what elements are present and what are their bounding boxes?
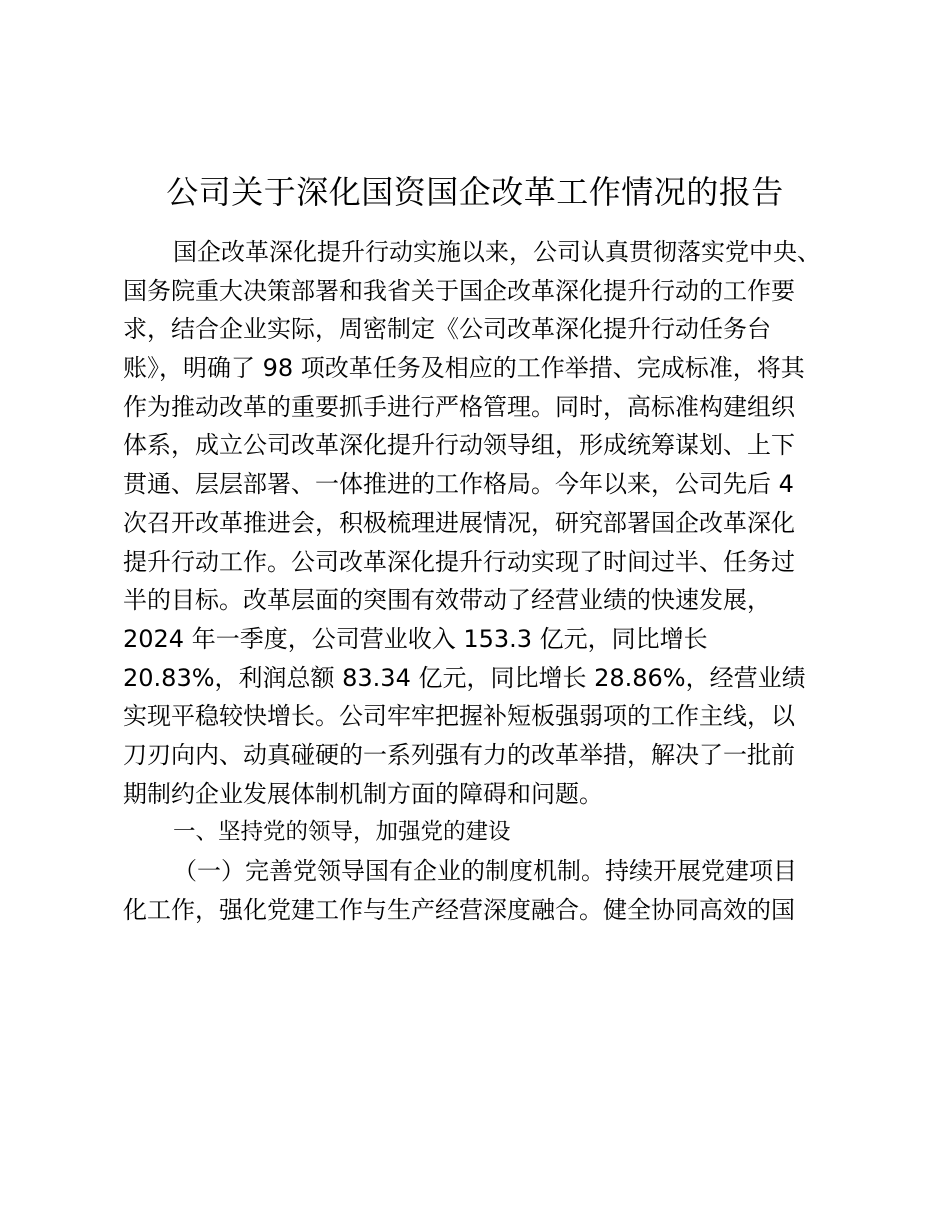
paragraph-line: 2024 年一季度，公司营业收入 153.3 亿元，同比增长: [123, 624, 708, 653]
paragraph-line: 账》，明确了 98 项改革任务及相应的工作举措、完成标准，将其: [123, 354, 805, 383]
paragraph-line: 期制约企业发展体制机制方面的障碍和问题。: [123, 779, 603, 808]
paragraph-line: 次召开改革推进会，积极梳理进展情况，研究部署国企改革深化: [123, 508, 795, 537]
paragraph-line: 作为推动改革的重要抓手进行严格管理。同时，高标准构建组织: [123, 392, 795, 421]
paragraph-line: 实现平稳较快增长。公司牢牢把握补短板强弱项的工作主线，以: [123, 702, 795, 731]
paragraph-line: 贯通、层层部署、一体推进的工作格局。今年以来，公司先后 4: [123, 470, 794, 499]
document-body: [123, 233, 836, 929]
paragraph-line: 20.83%，利润总额 83.34 亿元，同比增长 28.86%，经营业绩: [123, 663, 806, 692]
subsection-line: （一）完善党领导国有企业的制度机制。持续开展党建项目: [173, 857, 797, 885]
section-heading: 一、坚持党的领导，加强党的建设: [173, 819, 511, 846]
paragraph-line: 体系，成立公司改革深化提升行动领导组，形成统筹谋划、上下: [123, 431, 795, 460]
paragraph-line: 刀刃向内、动真碰硬的一系列强有力的改革举措，解决了一批前: [123, 740, 795, 769]
paragraph-line: 求，结合企业实际，周密制定《公司改革深化提升行动任务台: [123, 315, 771, 344]
paragraph-line: 国企改革深化提升行动实施以来，公司认真贯彻落实党中央、: [173, 238, 821, 266]
paragraph-line: 国务院重大决策部署和我省关于国企改革深化提升行动的工作要: [123, 276, 795, 305]
paragraph-line: 半的目标。改革层面的突围有效带动了经营业绩的快速发展，: [123, 586, 771, 615]
subsection-line: 化工作，强化党建工作与生产经营深度融合。健全协同高效的国: [123, 895, 795, 924]
document-title: 公司关于深化国资国企改革工作情况的报告: [166, 173, 784, 211]
paragraph-line: 提升行动工作。公司改革深化提升行动实现了时间过半、任务过: [123, 547, 795, 576]
